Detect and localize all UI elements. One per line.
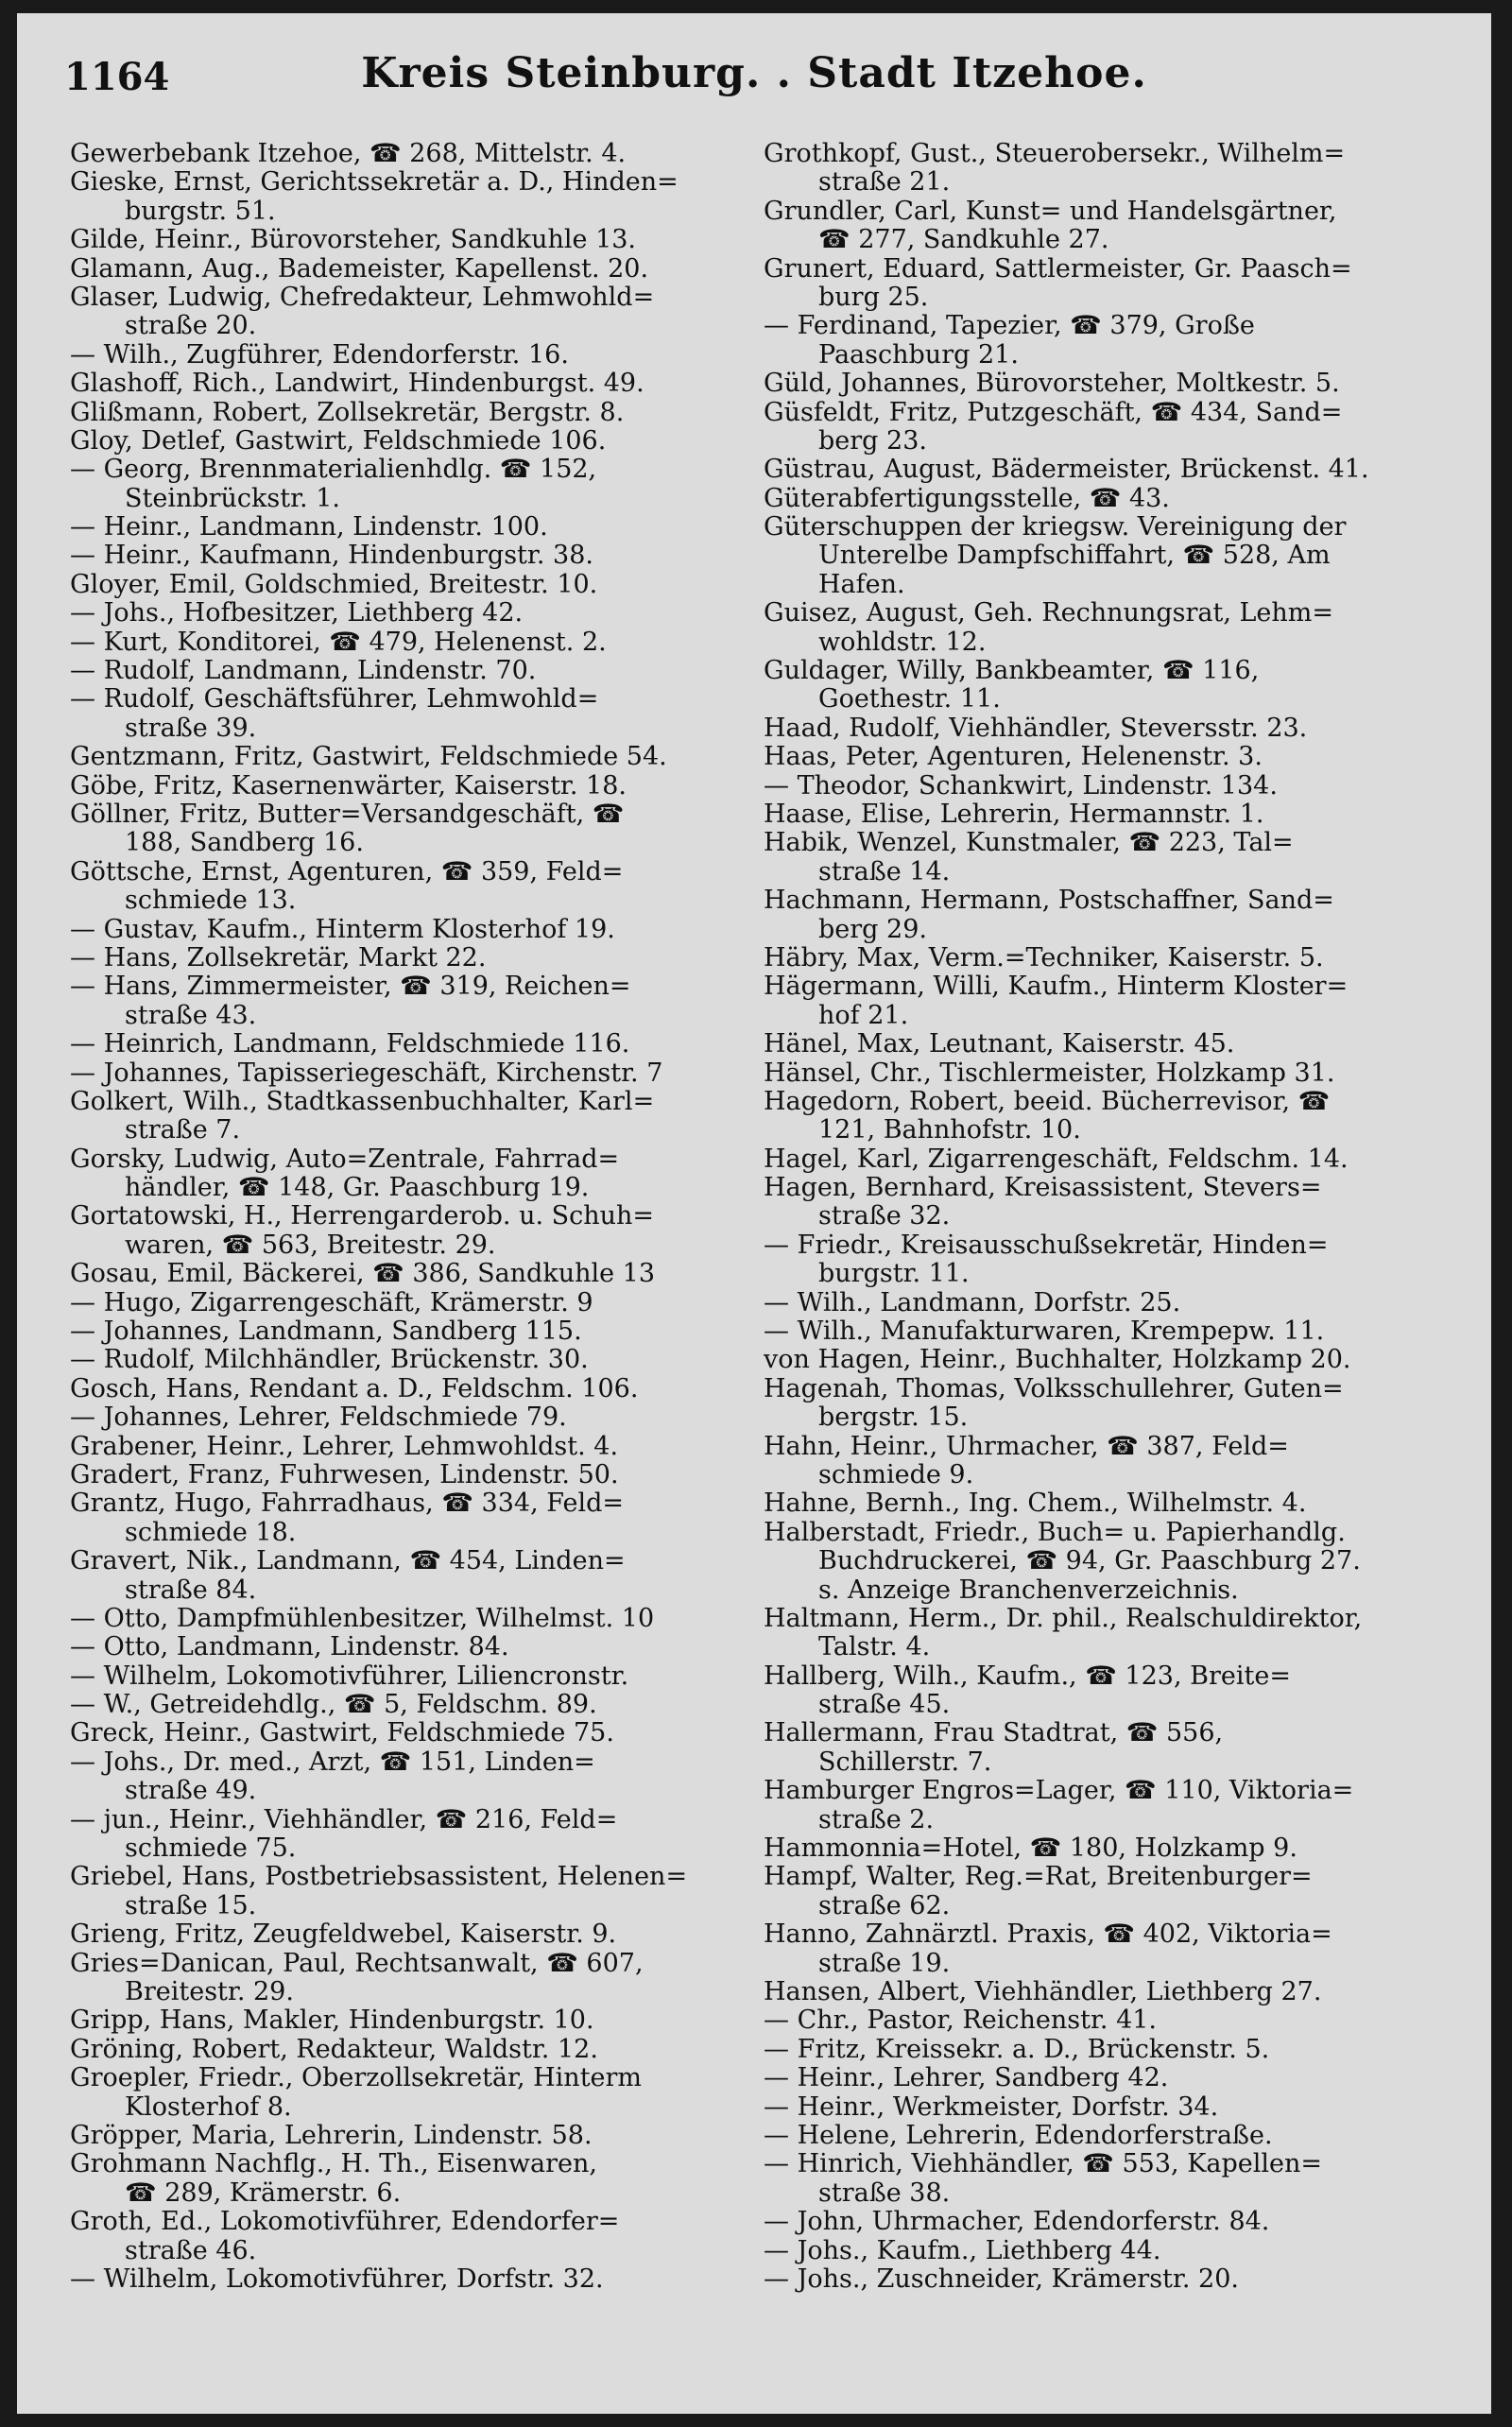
- directory-entry-line: straße 84.: [125, 1575, 257, 1605]
- directory-entry-line: straße 14.: [818, 857, 951, 886]
- directory-entry-line: Gilde, Heinr., Bürovorsteher, Sandkuhle 13.: [70, 226, 637, 255]
- directory-entry-line: Güld, Johannes, Bürovorsteher, Moltkestr. 5.: [764, 370, 1340, 399]
- directory-entry-line: berg 29.: [818, 915, 927, 944]
- directory-entry-line: — Wilh., Landmann, Dorfstr. 25.: [764, 1288, 1181, 1317]
- directory-entry-line: Grohmann Nachflg., H. Th., Eisenwaren,: [70, 2150, 597, 2179]
- directory-entry-line: Hahn, Heinr., Uhrmacher, ☎ 387, Feld=: [764, 1432, 1289, 1461]
- directory-entry-line: Glaser, Ludwig, Chefredakteur, Lehmwohld=: [70, 283, 655, 312]
- directory-entry-line: Grunert, Eduard, Sattlermeister, Gr. Paasch=: [764, 254, 1352, 284]
- directory-entry-line: Hänel, Max, Leutnant, Kaiserstr. 45.: [764, 1030, 1235, 1059]
- directory-entry-line: Haase, Elise, Lehrerin, Hermannstr. 1.: [764, 800, 1264, 829]
- directory-entry-line: straße 45.: [818, 1691, 951, 1720]
- directory-entry-line: Gewerbebank Itzehoe, ☎ 268, Mittelstr. 4.: [70, 140, 627, 168]
- directory-entry-line: Hänsel, Chr., Tischlermeister, Holzkamp 31.: [764, 1059, 1335, 1088]
- directory-entry-line: Hampf, Walter, Reg.=Rat, Breitenburger=: [764, 1863, 1313, 1892]
- directory-entry-line: Hagedorn, Robert, beeid. Bücherrevisor, ☎: [764, 1087, 1331, 1116]
- directory-entry-line: straße 39.: [125, 714, 257, 743]
- directory-entry-line: Groepler, Friedr., Oberzollsekretär, Hinterm: [70, 2064, 643, 2093]
- directory-entry-line: — Johs., Dr. med., Arzt, ☎ 151, Linden=: [70, 1747, 595, 1777]
- directory-entry-line: Güterschuppen der kriegsw. Vereinigung der: [764, 513, 1347, 542]
- directory-entry-line: — Rudolf, Milchhändler, Brückenstr. 30.: [70, 1346, 589, 1375]
- directory-entry-line: burgstr. 11.: [818, 1260, 970, 1289]
- directory-entry-line: — Rudolf, Landmann, Lindenstr. 70.: [70, 657, 537, 686]
- directory-entry-line: Hagel, Karl, Zigarrengeschäft, Feldschm. 14.: [764, 1145, 1349, 1174]
- directory-entry-line: Guisez, August, Geh. Rechnungsrat, Lehm=: [764, 599, 1334, 628]
- directory-entry-line: wohldstr. 12.: [818, 628, 987, 657]
- directory-entry-line: — Heinr., Kaufmann, Hindenburgstr. 38.: [70, 542, 593, 571]
- directory-entry-line: schmiede 13.: [125, 886, 297, 916]
- directory-entry-line: Buchdruckerei, ☎ 94, Gr. Paaschburg 27.: [818, 1547, 1361, 1576]
- directory-entry-line: burg 25.: [818, 283, 929, 312]
- directory-entry-line: straße 43.: [125, 1001, 257, 1030]
- directory-entry-line: Hallermann, Frau Stadtrat, ☎ 556,: [764, 1719, 1224, 1748]
- directory-entry-line: Güsfeldt, Fritz, Putzgeschäft, ☎ 434, Sand=: [764, 398, 1343, 427]
- directory-entry-line: Gries=Danican, Paul, Rechtsanwalt, ☎ 607,: [70, 1949, 644, 1978]
- directory-entry-line: Grundler, Carl, Kunst= und Handelsgärtner,: [764, 197, 1337, 226]
- directory-entry-line: Gravert, Nik., Landmann, ☎ 454, Linden=: [70, 1547, 626, 1576]
- directory-entry-line: — Hinrich, Viehhändler, ☎ 553, Kapellen=: [764, 2150, 1322, 2179]
- directory-entry-line: Göttsche, Ernst, Agenturen, ☎ 359, Feld=: [70, 857, 624, 886]
- directory-entry-line: Guldager, Willy, Bankbeamter, ☎ 116,: [764, 657, 1260, 686]
- directory-entry-line: Hahne, Bernh., Ing. Chem., Wilhelmstr. 4.: [764, 1489, 1307, 1519]
- directory-entry-line: — Friedr., Kreisausschußsekretär, Hinden=: [764, 1231, 1329, 1260]
- directory-entry-line: Hagen, Bernhard, Kreisassistent, Stevers=: [764, 1174, 1322, 1203]
- directory-entry-line: händler, ☎ 148, Gr. Paaschburg 19.: [125, 1174, 590, 1203]
- directory-entry-line: — Johs., Kaufm., Liethberg 44.: [764, 2236, 1161, 2265]
- directory-entry-line: Habik, Wenzel, Kunstmaler, ☎ 223, Tal=: [764, 829, 1294, 858]
- directory-entry-line: Gröning, Robert, Redakteur, Waldstr. 12.: [70, 2035, 598, 2064]
- directory-entry-line: Glashoff, Rich., Landwirt, Hindenburgst. 49.: [70, 370, 644, 399]
- directory-entry-line: — Otto, Dampfmühlenbesitzer, Wilhelmst. 10: [70, 1604, 655, 1633]
- directory-entry-line: bergstr. 15.: [818, 1403, 969, 1433]
- directory-entry-line: — Hans, Zollsekretär, Markt 22.: [70, 943, 487, 973]
- directory-entry-line: straße 19.: [818, 1949, 951, 1978]
- directory-entry-line: Hamburger Engros=Lager, ☎ 110, Viktoria=: [764, 1777, 1354, 1806]
- directory-entry-line: burgstr. 51.: [125, 197, 276, 226]
- directory-entry-line: Hafen.: [818, 570, 905, 599]
- right-column: [764, 140, 1453, 2294]
- directory-entry-line: Grantz, Hugo, Fahrradhaus, ☎ 334, Feld=: [70, 1489, 625, 1519]
- directory-entry-line: straße 49.: [125, 1777, 257, 1806]
- directory-entry-line: — Georg, Brennmaterialienhdlg. ☎ 152,: [70, 456, 597, 485]
- directory-entry-line: straße 7.: [125, 1116, 241, 1145]
- directory-entry-line: Gortatowski, H., Herrengarderob. u. Schuh=: [70, 1202, 655, 1231]
- directory-entry-line: straße 21.: [818, 168, 951, 198]
- directory-entry-line: Güstrau, August, Bädermeister, Brückenst. 41.: [764, 456, 1369, 485]
- directory-entry-line: Hachmann, Hermann, Postschaffner, Sand=: [764, 886, 1334, 916]
- directory-entry-line: Gentzmann, Fritz, Gastwirt, Feldschmiede 54.: [70, 743, 667, 772]
- directory-entry-line: Gripp, Hans, Makler, Hindenburgstr. 10.: [70, 2006, 594, 2036]
- directory-entry-line: Hagenah, Thomas, Volksschullehrer, Guten=: [764, 1374, 1344, 1403]
- directory-entry-line: Haas, Peter, Agenturen, Helenenstr. 3.: [764, 743, 1263, 772]
- directory-entry-line: Glißmann, Robert, Zollsekretär, Bergstr. 8.: [70, 398, 625, 427]
- directory-entry-line: Hanno, Zahnärztl. Praxis, ☎ 402, Viktoria=: [764, 1920, 1332, 1950]
- directory-entry-line: schmiede 18.: [125, 1518, 297, 1547]
- directory-entry-line: Klosterhof 8.: [125, 2092, 292, 2122]
- directory-entry-line: Hammonnia=Hotel, ☎ 180, Holzkamp 9.: [764, 1834, 1297, 1864]
- directory-entry-line: — John, Uhrmacher, Edendorferstr. 84.: [764, 2208, 1270, 2237]
- directory-entry-line: Halberstadt, Friedr., Buch= u. Papierhandlg.: [764, 1518, 1346, 1547]
- directory-entry-line: — Heinr., Lehrer, Sandberg 42.: [764, 2064, 1169, 2093]
- directory-entry-line: Gosau, Emil, Bäckerei, ☎ 386, Sandkuhle 13: [70, 1260, 656, 1289]
- directory-entry-line: Steinbrückstr. 1.: [125, 484, 340, 513]
- directory-entry-line: berg 23.: [818, 426, 927, 456]
- directory-entry-line: Grabener, Heinr., Lehrer, Lehmwohldst. 4.: [70, 1432, 619, 1461]
- directory-entry-line: straße 2.: [818, 1805, 935, 1834]
- left-column: [70, 140, 760, 2294]
- directory-entry-line: straße 15.: [125, 1891, 257, 1920]
- directory-entry-line: — Wilh., Zugführer, Edendorferstr. 16.: [70, 340, 569, 370]
- directory-entry-line: Gloyer, Emil, Goldschmied, Breitestr. 10.: [70, 570, 598, 599]
- directory-entry-line: Grothkopf, Gust., Steuerobersekr., Wilhelm=: [764, 140, 1346, 168]
- page-header: [17, 13, 1491, 104]
- directory-entry-line: — Wilhelm, Lokomotivführer, Dorfstr. 32.: [70, 2264, 604, 2294]
- directory-entry-line: 188, Sandberg 16.: [125, 829, 364, 858]
- directory-entry-line: schmiede 75.: [125, 1834, 297, 1864]
- directory-entry-line: Hägermann, Willi, Kaufm., Hinterm Kloster=: [764, 973, 1349, 1002]
- directory-entry-line: Unterelbe Dampfschiffahrt, ☎ 528, Am: [818, 542, 1331, 571]
- directory-entry-line: Gradert, Franz, Fuhrwesen, Lindenstr. 50.: [70, 1460, 619, 1489]
- directory-page: [17, 13, 1491, 2414]
- directory-entry-line: — Johs., Hofbesitzer, Liethberg 42.: [70, 599, 524, 628]
- directory-entry-line: Gorsky, Ludwig, Auto=Zentrale, Fahrrad=: [70, 1145, 620, 1174]
- directory-entry-line: — Kurt, Konditorei, ☎ 479, Helenenst. 2.: [70, 628, 607, 657]
- directory-entry-line: Haltmann, Herm., Dr. phil., Realschuldirektor,: [764, 1604, 1363, 1633]
- directory-entry-line: Gröpper, Maria, Lehrerin, Lindenstr. 58.: [70, 2121, 593, 2150]
- directory-entry-line: s. Anzeige Branchenverzeichnis.: [818, 1575, 1239, 1605]
- directory-entry-line: — Johannes, Landmann, Sandberg 115.: [70, 1317, 582, 1347]
- directory-entry-line: Gosch, Hans, Rendant a. D., Feldschm. 106.: [70, 1374, 639, 1403]
- directory-entry-line: — Hugo, Zigarrengeschäft, Krämerstr. 9: [70, 1288, 593, 1317]
- directory-entry-line: ☎ 277, Sandkuhle 27.: [818, 226, 1109, 255]
- directory-entry-line: Gloy, Detlef, Gastwirt, Feldschmiede 106.: [70, 426, 607, 456]
- directory-entry-line: — Hans, Zimmermeister, ☎ 319, Reichen=: [70, 973, 631, 1002]
- directory-entry-line: — Heinrich, Landmann, Feldschmiede 116.: [70, 1030, 630, 1059]
- directory-entry-line: — Otto, Landmann, Lindenstr. 84.: [70, 1633, 509, 1662]
- directory-entry-line: — Wilhelm, Lokomotivführer, Liliencronstr.: [70, 1661, 629, 1691]
- directory-entry-line: — jun., Heinr., Viehhändler, ☎ 216, Feld=: [70, 1805, 618, 1834]
- directory-entry-line: Hansen, Albert, Viehhändler, Liethberg 27.: [764, 1978, 1322, 2006]
- running-head: Kreis Steinburg. . Stadt Itzehoe.: [361, 49, 1147, 97]
- directory-entry-line: Greck, Heinr., Gastwirt, Feldschmiede 75.: [70, 1719, 614, 1748]
- directory-entry-line: hof 21.: [818, 1001, 909, 1030]
- directory-entry-line: Gieske, Ernst, Gerichtssekretär a. D., Hinden=: [70, 168, 679, 198]
- directory-entry-line: straße 20.: [125, 312, 257, 341]
- directory-entry-line: — Johannes, Lehrer, Feldschmiede 79.: [70, 1403, 567, 1433]
- directory-entry-line: — Rudolf, Geschäftsführer, Lehmwohld=: [70, 685, 599, 714]
- directory-entry-line: ☎ 289, Krämerstr. 6.: [125, 2178, 402, 2208]
- directory-entry-line: straße 32.: [818, 1202, 951, 1231]
- directory-entry-line: von Hagen, Heinr., Buchhalter, Holzkamp 20.: [764, 1346, 1351, 1375]
- directory-entry-line: — Theodor, Schankwirt, Lindenstr. 134.: [764, 771, 1278, 800]
- directory-entry-line: Talstr. 4.: [818, 1633, 931, 1662]
- directory-entry-line: Golkert, Wilh., Stadtkassenbuchhalter, Karl=: [70, 1087, 655, 1116]
- directory-entry-line: Goethestr. 11.: [818, 685, 1001, 714]
- directory-entry-line: Groth, Ed., Lokomotivführer, Edendorfer=: [70, 2208, 620, 2237]
- directory-entry-line: — Chr., Pastor, Reichenstr. 41.: [764, 2006, 1158, 2036]
- directory-entry-line: — W., Getreidehdlg., ☎ 5, Feldschm. 89.: [70, 1691, 597, 1720]
- directory-entry-line: 121, Bahnhofstr. 10.: [818, 1116, 1081, 1145]
- directory-entry-line: Güterabfertigungsstelle, ☎ 43.: [764, 484, 1170, 513]
- directory-entry-line: waren, ☎ 563, Breitestr. 29.: [125, 1231, 496, 1260]
- directory-entry-line: straße 38.: [818, 2178, 951, 2208]
- directory-entry-line: — Heinr., Werkmeister, Dorfstr. 34.: [764, 2092, 1219, 2122]
- directory-entry-line: schmiede 9.: [818, 1460, 974, 1489]
- directory-entry-line: — Johannes, Tapisseriegeschäft, Kirchenstr. 7: [70, 1059, 663, 1088]
- directory-entry-line: Schillerstr. 7.: [818, 1747, 992, 1777]
- directory-entry-line: Göbe, Fritz, Kasernenwärter, Kaiserstr. 18.: [70, 771, 627, 800]
- directory-entry-line: Glamann, Aug., Bademeister, Kapellenst. 20.: [70, 254, 649, 284]
- directory-entry-line: Haad, Rudolf, Viehhändler, Steversstr. 23.: [764, 714, 1308, 743]
- directory-entry-line: — Fritz, Kreissekr. a. D., Brückenstr. 5.: [764, 2035, 1270, 2064]
- directory-entry-line: — Helene, Lehrerin, Edendorferstraße.: [764, 2121, 1273, 2150]
- directory-entry-line: Göllner, Fritz, Butter=Versandgeschäft, ☎: [70, 800, 625, 829]
- directory-entry-line: — Wilh., Manufakturwaren, Krempерw. 11.: [764, 1317, 1325, 1347]
- directory-entry-line: Hallberg, Wilh., Kaufm., ☎ 123, Breite=: [764, 1661, 1291, 1691]
- directory-entry-line: Griebel, Hans, Postbetriebsassistent, Helenen=: [70, 1863, 688, 1892]
- directory-entry-line: Grieng, Fritz, Zeugfeldwebel, Kaiserstr. 9.: [70, 1920, 617, 1950]
- directory-entry-line: Häbry, Max, Verm.=Techniker, Kaiserstr. 5.: [764, 943, 1324, 973]
- directory-entry-line: Breitestr. 29.: [125, 1978, 294, 2006]
- page-number: 1164: [64, 55, 170, 99]
- directory-entry-line: — Ferdinand, Tapezier, ☎ 379, Große: [764, 312, 1255, 341]
- directory-entry-line: — Gustav, Kaufm., Hinterm Klosterhof 19.: [70, 915, 615, 944]
- directory-entry-line: straße 46.: [125, 2236, 257, 2265]
- directory-entry-line: — Johs., Zuschneider, Krämerstr. 20.: [764, 2264, 1239, 2294]
- directory-entry-line: — Heinr., Landmann, Lindenstr. 100.: [70, 513, 548, 542]
- directory-entry-line: Paaschburg 21.: [818, 340, 1019, 370]
- directory-entry-line: straße 62.: [818, 1891, 951, 1920]
